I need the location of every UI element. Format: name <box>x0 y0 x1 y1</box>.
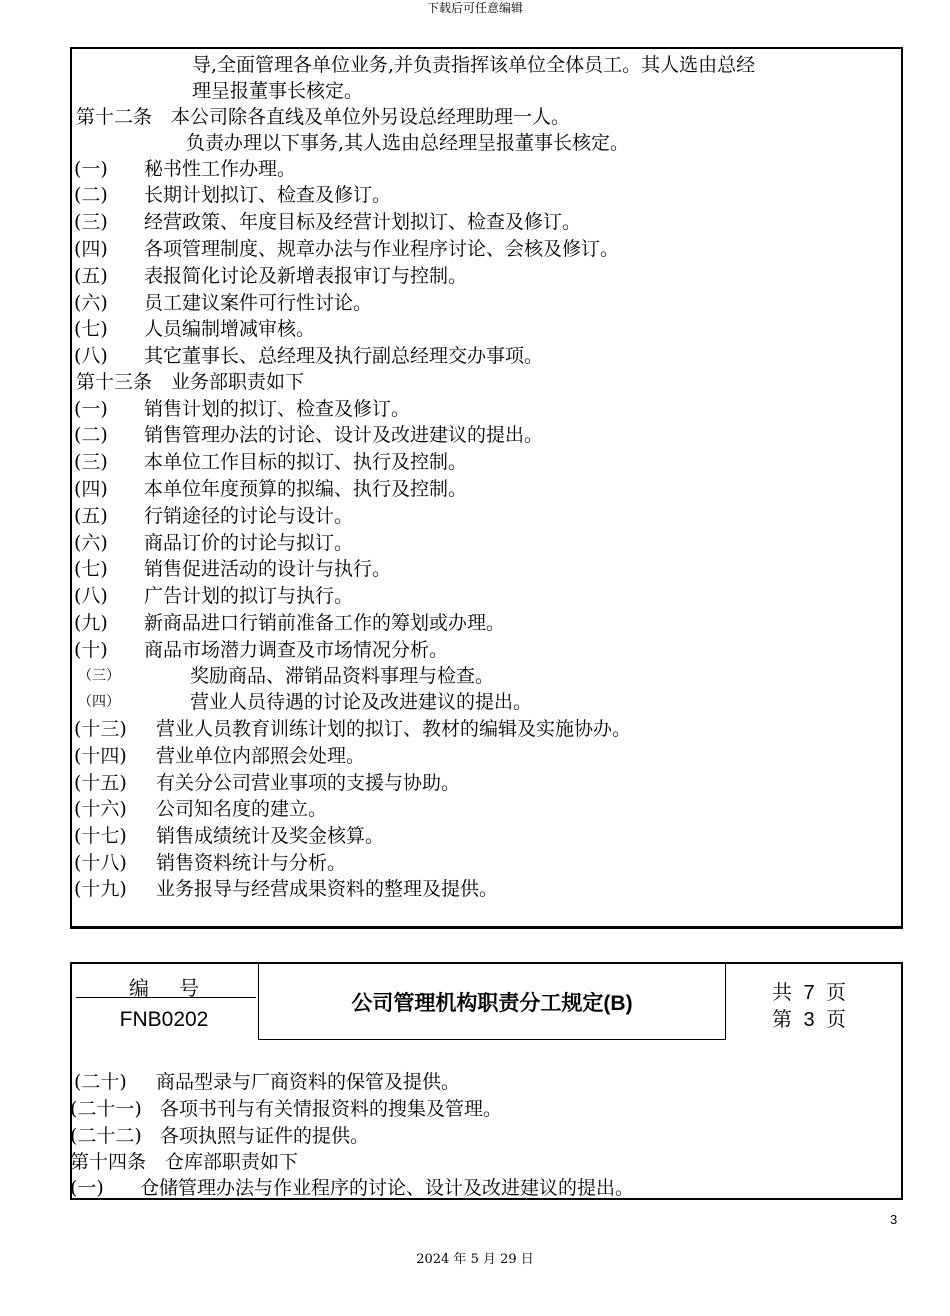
document-title: 公司管理机构职责分工规定(B) <box>258 964 726 1040</box>
content-box-1: 导,全面管理各单位业务,并负责指挥该单位全体员工。其人选由总经 理呈报董事长核定。 第十二条 本公司除各直线及单位外另设总经理助理一人。 负责办理以下事务,其人选由总经理呈报董事长核定。 (一) 秘书性工作办理。 (二) 长期计划拟订、检查及修订。 (三) 经营政策、年度目标及经营计划拟订、检查及修订。 (四) 各项管理制度、规章办法与作业程序讨论、会核及修订。 (五) 表报简化讨论及新增表报审订与控制。 (六) 员工建议案件可行性讨论。 (七) 人员编制增减审核。 (八) 其它董事长、总经理及执行副总经理交办事项。 第十三条 业务部职责如下 (一) 销售计划的拟订、检查及修订。 (二) 销售管理办法的讨论、设计及改进建议的提出。 (三) 本单位工作目标的拟订、执行及控制。 (四) 本单位年度预算的拟编、执行及控制。 (五) 行销途径的讨论与设计。 (六) 商品订价的讨论与拟订。 (七) 销售促进活动的设计与执行。 (八) 广告计划的拟订与执行。 (九) 新商品进口行销前准备工作的筹划或办理。 (十) 商品市场潜力调查及市场情况分析。 （三） 奖励商品、滞销品资料事理与检查。 （四） 营业人员待遇的讨论及改进建议的提出。 (十三) 营业人员教育训练计划的拟订、教材的编辑及实施协办。 (十四) 营业单位内部照会处理。 (十五) 有关分公司营业事项的支援与协助。 (十六) 公司知名度的建立。 (十七) 销售成绩统计及奖金核算。 (十八) 销售资料统计与分析。 (十九) 业务报导与经营成果资料的整理及提供。 <box>70 47 903 929</box>
document-code-label: 编号 <box>129 976 229 1000</box>
continued-text-line: 导,全面管理各单位业务,并负责指挥该单位全体员工。其人选由总经 <box>192 54 756 76</box>
article-12-heading: 第十二条 本公司除各直线及单位外另设总经理助理一人。 <box>76 106 571 128</box>
footer-date: 2024 年 5 月 29 日 <box>416 1252 534 1267</box>
divider <box>76 997 256 998</box>
page-number: 3 <box>890 1212 898 1227</box>
article-14-heading: 第十四条 仓库部职责如下 <box>70 1151 299 1173</box>
current-page: 第 3 页 <box>772 1007 846 1031</box>
total-pages: 共 7 页 <box>772 980 846 1004</box>
article-13-heading: 第十三条 业务部职责如下 <box>76 371 305 393</box>
content-box-2: 编号 FNB0202 公司管理机构职责分工规定(B) 共 7 页 第 3 页 (二十) 商品型录与厂商资料的保管及提供。 (二十一) 各项书刊与有关情报资料的搜集及管理。 (二十二) 各项执照与证件的提供。 第十四条 仓库部职责如下 (一) 仓储管理办法与作业程序的讨论、设计及改进建议的提出。 <box>70 962 903 1200</box>
header-note: 下载后可任意编辑 <box>426 1 523 15</box>
continued-text-line: 理呈报董事长核定。 <box>192 80 364 102</box>
article-12-continuation: 负责办理以下事务,其人选由总经理呈报董事长核定。 <box>186 132 630 154</box>
document-code: FNB0202 <box>119 1008 209 1031</box>
